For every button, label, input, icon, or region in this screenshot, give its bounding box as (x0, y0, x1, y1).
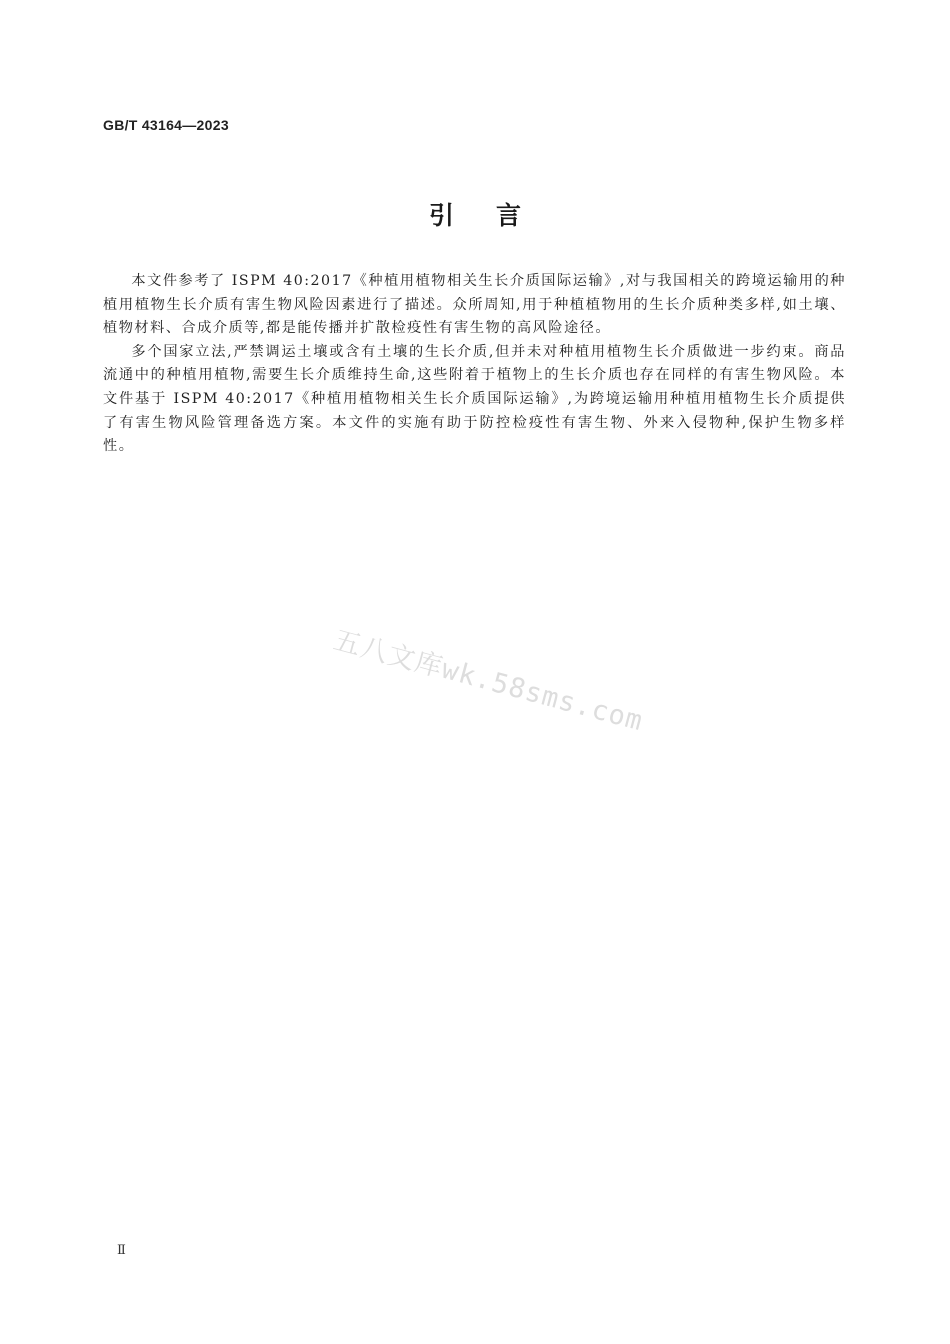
paragraph: 多个国家立法,严禁调运土壤或含有土壤的生长介质,但并未对种植用植物生长介质做进一步约束。商品流通中的种植用植物,需要生长介质维持生命,这些附着于植物上的生长介质也存在同样的有害生物风险。本文件基于 ISPM 40:2017《种植用植物相关生长介质国际运输》,为跨境运输用种植用植物生长介质提供了有害生物风险管理备选方案。本文件的实施有助于防控检疫性有害生物、外来入侵物种,保护生物多样性。 (103, 343, 846, 455)
watermark: 五八文库wk.58sms.com (330, 624, 647, 738)
page-number: Ⅱ (117, 1242, 126, 1257)
standard-code: GB/T 43164—2023 (103, 117, 229, 133)
body-text (103, 270, 846, 459)
paragraph: 本文件参考了 ISPM 40:2017《种植用植物相关生长介质国际运输》,对与我国相关的跨境运输用的种植用植物生长介质有害生物风险因素进行了描述。众所周知,用于种植植物用的生长介质种类多样,如土壤、植物材料、合成介质等,都是能传播并扩散检疫性有害生物的高风险途径。 (103, 273, 846, 337)
page-title: 引言 (428, 201, 563, 230)
